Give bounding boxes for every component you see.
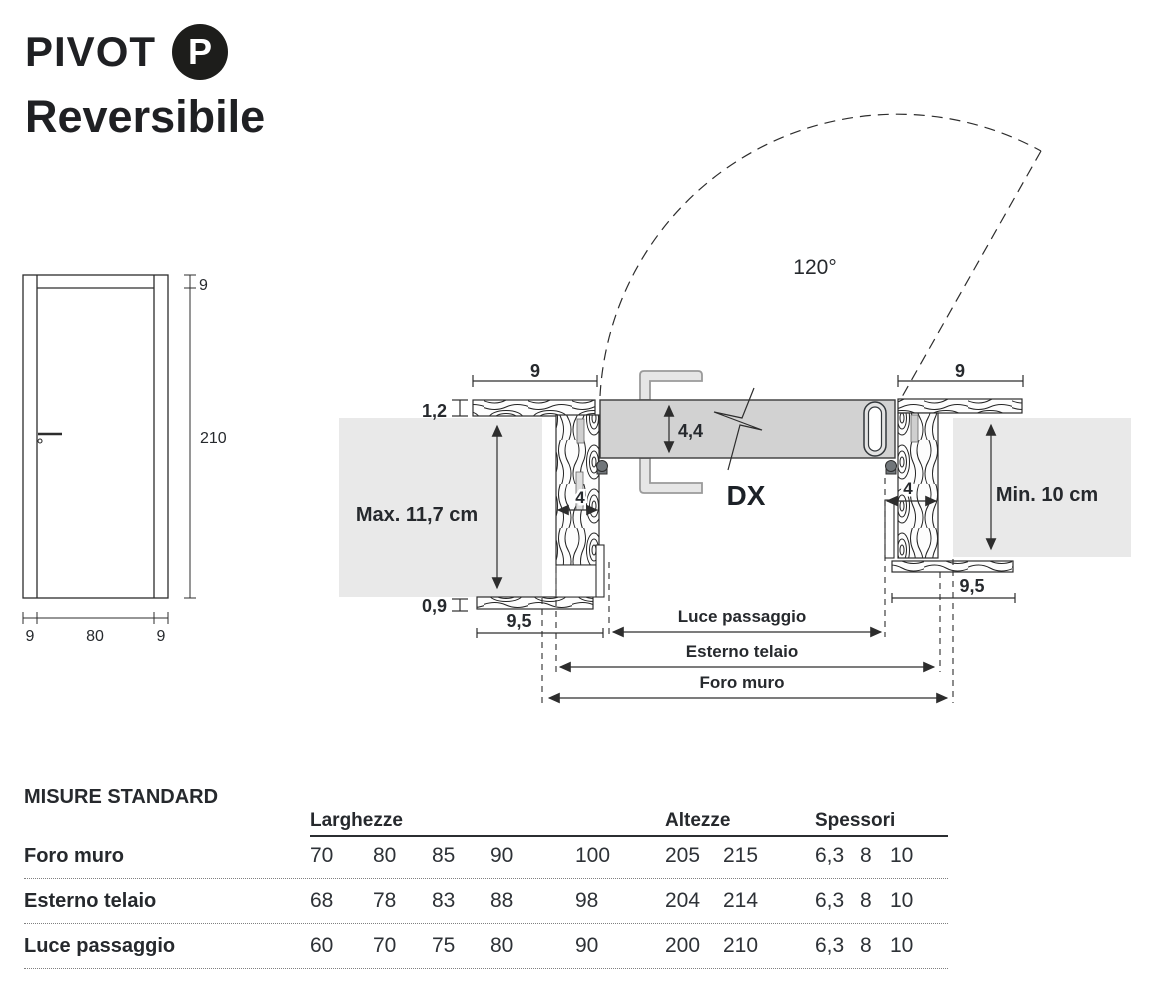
architrave-top-right [898,399,1022,413]
table-title: MISURE STANDARD [24,786,219,808]
elevation-frame-right-value: 9 [156,628,166,645]
pivot-pin-left [597,461,608,475]
cell: 70 [310,844,334,867]
door-frame-outline [23,275,168,598]
cell: 80 [490,934,514,957]
luce-passaggio-label: Luce passaggio [677,607,807,626]
cell: 88 [490,889,514,912]
esterno-telaio-label: Esterno telaio [685,642,799,661]
casing-right-value: 9 [954,361,966,381]
swing-angle-label: 120° [793,256,837,279]
standard-measures-table [24,786,948,969]
architrave-thickness-value: 1,2 [421,401,447,421]
header-larghezze: Larghezze [310,810,665,837]
cell: 214 [723,889,759,912]
jamb-left-rebate [556,565,599,597]
door-elevation [23,275,196,624]
cell: 8 [860,889,872,912]
architrave-top-left [473,400,595,416]
table-row [24,834,948,879]
architrave-thickness-dim [452,400,468,416]
table-row [24,924,948,969]
cell: 70 [373,934,397,957]
cell: 8 [860,844,872,867]
cell: 90 [575,934,599,957]
header-altezze: Altezze [665,810,815,837]
cell: 205 [665,844,701,867]
row-label: Luce passaggio [24,934,176,957]
wall-left-label: Max. 11,7 cm [355,504,479,526]
pivot-hinge [864,402,886,456]
cell: 215 [723,844,759,867]
bottom-thickness-dim [452,599,468,611]
cell: 210 [723,934,759,957]
cell: 75 [432,934,456,957]
table-header-row [24,810,948,834]
cell: 60 [310,934,334,957]
cell: 10 [890,889,914,912]
open-door-line [898,151,1041,404]
elevation-width-value: 80 [86,628,104,645]
cell: 83 [432,889,456,912]
cell: 100 [575,844,611,867]
cell: 10 [890,844,914,867]
cell: 85 [432,844,456,867]
elevation-height-value: 210 [200,430,227,447]
row-label: Esterno telaio [24,889,157,912]
cell: 98 [575,889,599,912]
wall-right-label: Min. 10 cm [995,484,1099,506]
cell: 90 [490,844,514,867]
door-handle-icon [38,434,62,443]
cell: 68 [310,889,334,912]
elevation-height-dimension [184,275,196,598]
row-label: Foro muro [24,844,124,867]
elevation-frame-top-value: 9 [199,277,208,294]
depth-left-value: 9,5 [506,611,532,631]
cell: 6,3 [815,934,845,957]
cell: 80 [373,844,397,867]
architrave-bottom-left [477,597,593,609]
jamb-right-value: 4 [903,479,913,498]
cell: 78 [373,889,397,912]
badge-letter: P [188,31,213,72]
header-spessori: Spessori [815,810,948,837]
cell: 200 [665,934,701,957]
depth-right-value: 9,5 [959,576,985,596]
cell: 10 [890,934,914,957]
pivot-pin-right [886,461,897,475]
elevation-frame-left-value: 9 [25,628,35,645]
cell: 6,3 [815,844,845,867]
cell: 6,3 [815,889,845,912]
door-leaf [600,400,895,458]
casing-left-value: 9 [529,361,541,381]
elevation-width-dimension [23,612,168,624]
page-title: PIVOT [25,28,157,75]
cell: 8 [860,934,872,957]
bottom-thickness-value: 0,9 [421,596,447,616]
floor-profile-left [596,545,604,597]
page-subtitle: Reversibile [25,91,266,142]
leaf-thickness-value: 4,4 [678,421,704,441]
plan-view [339,114,1131,703]
depth-left-dim [477,628,603,638]
side-label: DX [726,480,766,511]
cell: 204 [665,889,701,912]
jamb-left-value: 4 [575,488,585,507]
foro-muro-label: Foro muro [699,673,785,692]
table-row [24,879,948,924]
floor-profile-right [885,500,894,558]
